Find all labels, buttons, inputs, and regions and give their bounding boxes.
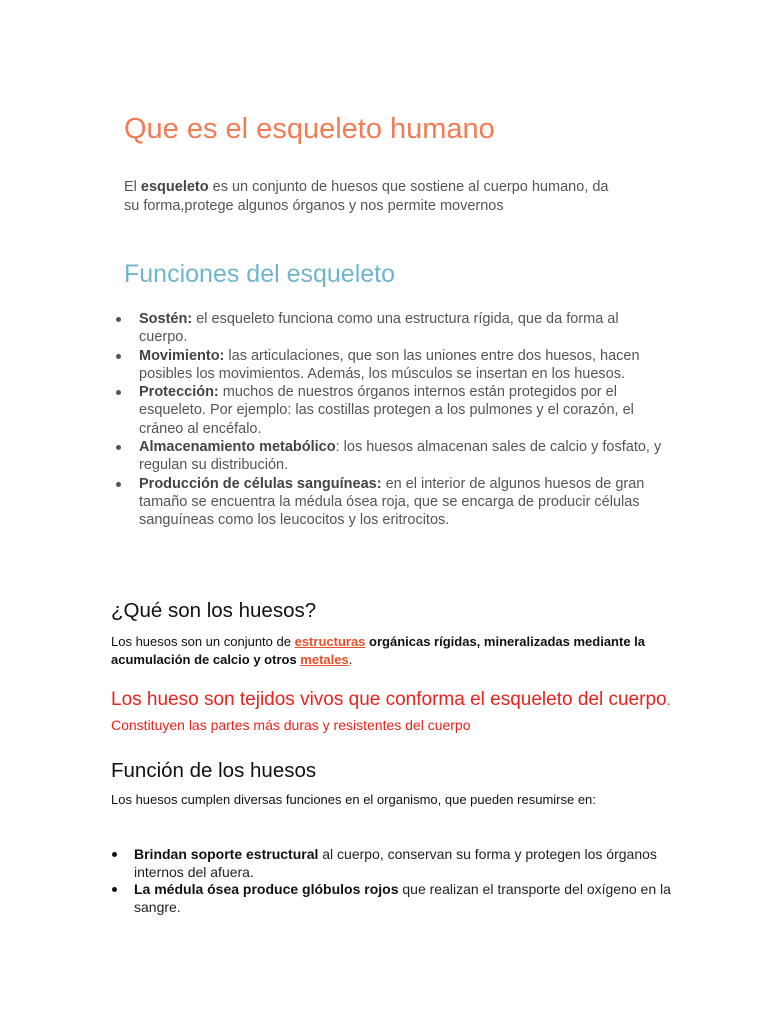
list-item [139, 475, 664, 530]
list-item-text: al cuerpo, conservan su forma y protegen los órganos internos del afuera. [134, 846, 657, 880]
bone-function-intro: Los huesos cumplen diversas funciones en el organismo, que pueden resumirse en: [111, 792, 596, 807]
link-metales[interactable]: metales [300, 652, 349, 667]
bone-functions-list [134, 846, 674, 916]
list-item-text: que realizan el transporte del oxígeno en la sangre. [134, 881, 671, 915]
intro-pre: El [124, 179, 141, 195]
list-item-term: Producción de células sanguíneas: [139, 475, 382, 492]
list-item-text: : los huesos almacenan sales de calcio y fosfato, y regulan su distribución. [139, 439, 662, 474]
bone-function-heading: Función de los huesos [111, 759, 317, 782]
list-item-term: Movimiento: [139, 347, 225, 364]
list-item-text: en el interior de algunos huesos de gran tamaño se encuentra la médula ósea roja, que se encarga de producir células sanguíneas como los leucocitos y los eritrocitos. [139, 475, 645, 529]
red-paragraph-small: . Constituyen las partes más duras y resistentes del cuerpo [111, 692, 671, 733]
list-item-term: Protección: [139, 384, 219, 401]
bones-def-bold: orgánicas rígidas, mineralizadas mediante la acumulación de calcio y otros [111, 634, 646, 667]
bones-heading: ¿Qué son los huesos? [111, 599, 317, 622]
intro-bold-term: esqueleto [140, 179, 209, 195]
intro-paragraph [124, 178, 624, 215]
list-item-text: las articulaciones, que son las uniones entre dos huesos, hacen posibles los movimientos. Además, los músculos se insertan en los huesos. [139, 347, 640, 382]
bones-def-post: . [348, 652, 353, 667]
list-item [134, 881, 674, 916]
list-item-term: Brindan soporte estructural [134, 846, 319, 862]
functions-list [139, 310, 664, 530]
list-item [139, 347, 664, 384]
list-item-text: el esqueleto funciona como una estructura rígida, que da forma al cuerpo. [139, 311, 619, 346]
red-paragraph-big: Los hueso son tejidos vivos que conforma el esqueleto del cuerpo [111, 689, 667, 710]
list-item-term: Sostén: [139, 311, 193, 327]
list-item-term: La médula ósea produce glóbulos rojos [134, 881, 399, 897]
list-item-text: muchos de nuestros órganos internos están protegidos por el esqueleto. Por ejemplo: las costillas protegen a los pulmones y el corazón, el cráneo al encéfalo. [139, 384, 634, 437]
list-item [139, 310, 664, 347]
list-item [139, 438, 664, 475]
list-item-term: Almacenamiento metabólico [139, 439, 336, 456]
list-item [134, 846, 674, 881]
functions-heading: Funciones del esqueleto [124, 260, 396, 288]
list-item [139, 383, 664, 438]
red-paragraph [111, 688, 671, 737]
page-title: Que es el esqueleto humano [124, 113, 495, 145]
bones-definition [111, 633, 671, 669]
bones-def-pre: Los huesos son un conjunto de [111, 634, 295, 649]
link-estructuras[interactable]: estructuras [294, 634, 366, 649]
intro-post: es un conjunto de huesos que sostiene al cuerpo humano, da su forma,protege algunos órganos y nos permite movernos [124, 179, 609, 214]
